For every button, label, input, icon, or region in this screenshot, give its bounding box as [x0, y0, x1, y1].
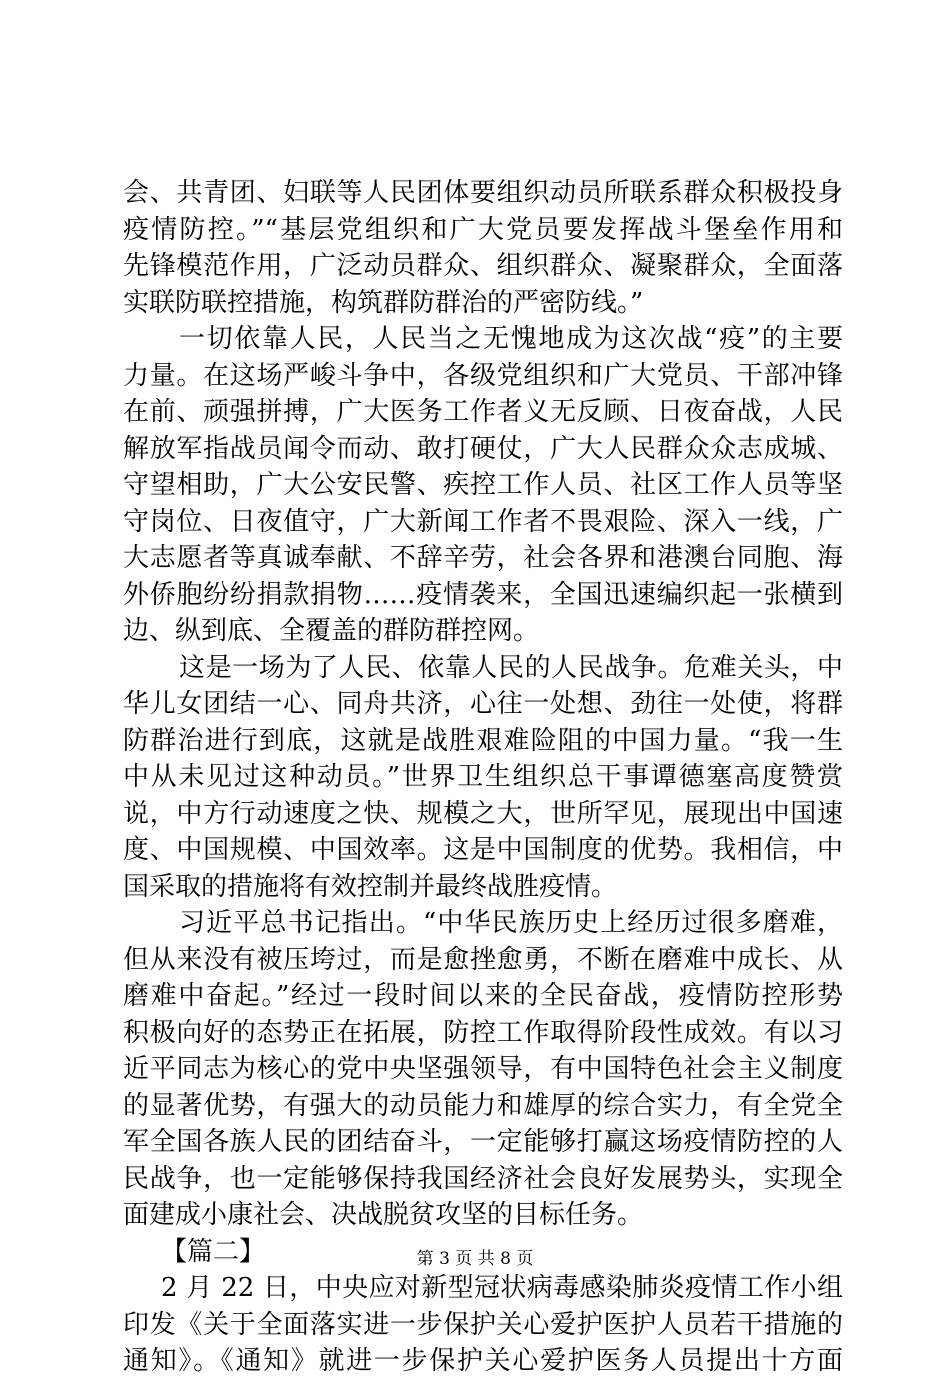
- text-line: 守岗位、日夜值守，广大新闻工作者不畏艰险、深入一线，广: [123, 506, 843, 537]
- text-line: 先锋模范作用，广泛动员群众、组织群众、凝聚群众，全面落: [123, 251, 843, 281]
- text-line: 这是一场为了人民、依靠人民的人民战争。危难关头，中: [179, 652, 843, 683]
- text-line: 边、纵到底、全覆盖的群防群控网。: [123, 616, 540, 646]
- text-line: 面建成小康社会、决战脱贫攻坚的目标任务。: [123, 1200, 644, 1230]
- text-line: 力量。在这场严峻斗争中，各级党组织和广大党员、干部冲锋: [123, 360, 843, 391]
- text-line: 解放军指战员闻令而动、敢打硬仗，广大人民群众众志成城、: [123, 433, 843, 464]
- text-line: 大志愿者等真诚奉献、不辞辛劳，社会各界和港澳台同胞、海: [123, 543, 843, 573]
- text-line: 华儿女团结一心、同舟共济，心往一处想、劲往一处使，将群: [123, 689, 843, 719]
- text-line: 度、中国规模、中国效率。这是中国制度的优势。我相信，中: [123, 835, 843, 865]
- text-line: 通知》。《通知》就进一步保护关心爱护医务人员提出十方面: [123, 1346, 843, 1376]
- page-footer: 第 3 页 共 8 页: [416, 1249, 534, 1269]
- text-line: 军全国各族人民的团结奋斗，一定能够打赢这场疫情防控的人: [123, 1127, 843, 1157]
- body-text: [123, 175, 843, 1380]
- section-heading: 【篇二】: [161, 1236, 266, 1267]
- text-line: 疫情防控。”“基层党组织和广大党员要发挥战斗堡垒作用和: [123, 214, 843, 245]
- text-line: 中从未见过这种动员。”世界卫生组织总干事谭德塞高度赞赏: [123, 762, 843, 792]
- text-line: 防群治进行到底，这就是战胜艰难险阻的中国力量。“我一生: [123, 725, 843, 756]
- text-line: 在前、顽强拼搏，广大医务工作者义无反顾、日夜奋战，人民: [123, 397, 843, 427]
- text-line: 说，中方行动速度之快、规模之大，世所罕见，展现出中国速: [123, 798, 843, 829]
- text-line: 民战争，也一定能够保持我国经济社会良好发展势头，实现全: [123, 1163, 843, 1194]
- text-line: 会、共青团、妇联等人民团体要组织动员所联系群众积极投身: [123, 178, 843, 208]
- text-line: 的显著优势，有强大的动员能力和雄厚的综合实力，有全党全: [123, 1090, 843, 1121]
- text-line: 习近平总书记指出。“中华民族历史上经历过很多磨难，: [179, 908, 843, 938]
- text-line: 2 月 22 日，中央应对新型冠状病毒感染肺炎疫情工作小组: [161, 1273, 843, 1303]
- text-line: 印发《关于全面落实进一步保护关心爱护医护人员若干措施的: [123, 1309, 843, 1340]
- text-line: 国采取的措施将有效控制并最终战胜疫情。: [123, 871, 618, 902]
- text-line: 守望相助，广大公安民警、疾控工作人员、社区工作人员等坚: [123, 470, 843, 500]
- text-line: 一切依靠人民，人民当之无愧地成为这次战“疫”的主要: [179, 324, 843, 354]
- text-line: 积极向好的态势正在拓展，防控工作取得阶段性成效。有以习: [123, 1017, 843, 1048]
- text-line: 实联防联控措施，构筑群防群治的严密防线。”: [123, 287, 644, 318]
- text-line: 近平同志为核心的党中央坚强领导，有中国特色社会主义制度: [123, 1054, 843, 1084]
- text-line: 外侨胞纷纷捐款捐物……疫情袭来，全国迅速编织起一张横到: [123, 579, 843, 610]
- text-line: 但从来没有被压垮过，而是愈挫愈勇，不断在磨难中成长、从: [123, 944, 843, 975]
- text-line: 磨难中奋起。”经过一段时间以来的全民奋战，疫情防控形势: [123, 981, 843, 1011]
